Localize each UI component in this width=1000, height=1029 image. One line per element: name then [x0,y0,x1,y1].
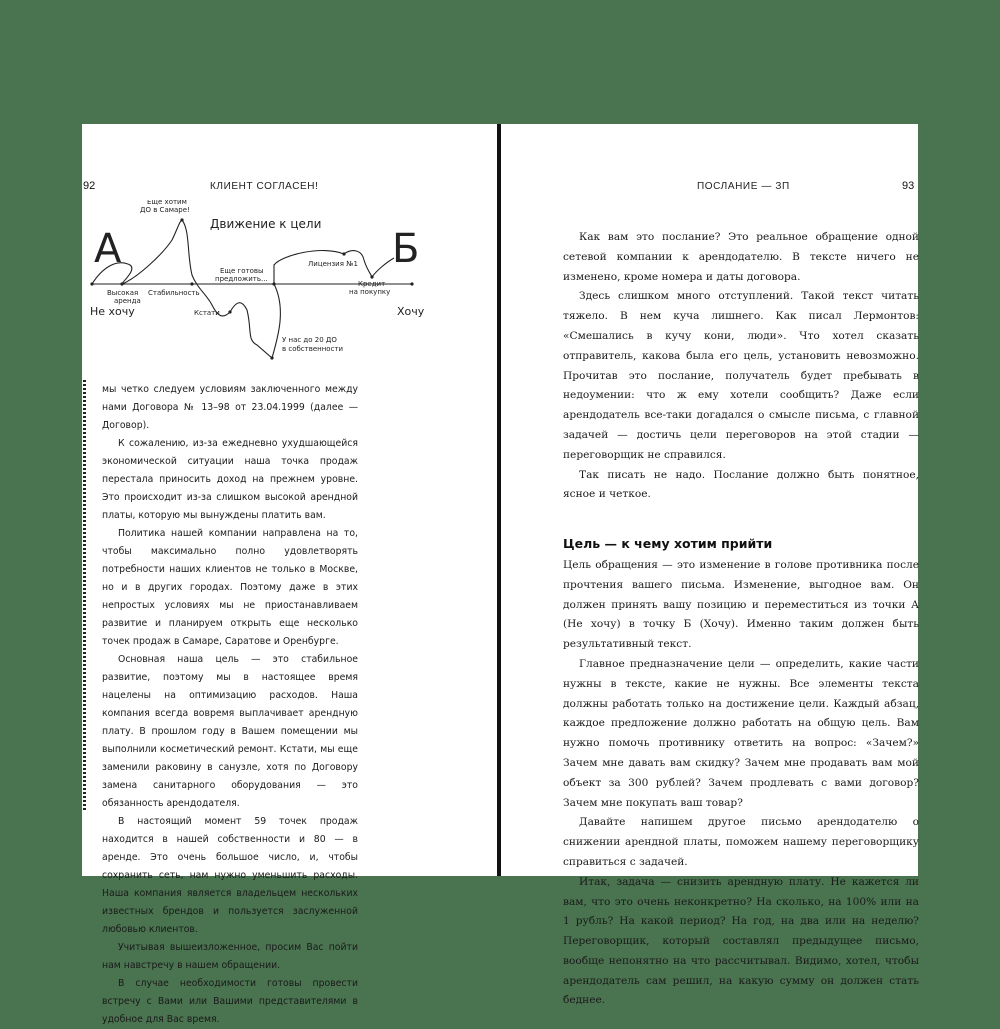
paragraph: Давайте напишем другое письмо арендодателю о снижении арендной платы, поможем нашему переговорщику справиться с задачей. [563,816,919,868]
annotation-license: Лицензия №1 [308,260,358,268]
annotation-ready-offer-2: предложить... [215,275,268,283]
paragraph: Здесь слишком много отступлений. Такой текст читать тяжело. В нем куча лишнего. Как писал Лермонтов: «Смешались в кучу кони, люди». Что хотел сказать отправитель, какова была его цель, установить невозможно. Прочитав это послание, получатель будет пребывать в недоумении: что ж ему хотели сообщить? Даже если арендодатель все-таки догадался о смысле письма, с главной задачей — достичь цели переговоров на этой стадии — переговорщик не справился. [563,290,919,461]
annotation-credit-1: Кредит [358,280,386,288]
annotation-high-rent-2: аренда [114,297,141,305]
point-b-label: Б [392,226,420,272]
paragraph: Как вам это послание? Это реальное обращение одной сетевой компании к арендодателю. В тексте ничего не изменено, кроме номера и даты договора. [563,231,919,283]
annotation-own-20-1: У нас до 20 ДО [282,336,337,344]
left-page-letter-text [102,381,358,1029]
paragraph: Политика нашей компании направлена на то, чтобы максимально полно удовлетворять потребности наших клиентов не только в Москве, но и в других городах. Поэтому даже в этих непростых условиях мы не приостанавливаем развитие и планируем открыть еще несколько точек продаж в Самаре, Саратове и Оренбурге. [102,528,358,647]
right-page-number: 93 [902,180,915,192]
diagram-title: Движение к цели [210,217,322,231]
paragraph: Цель обращения — это изменение в голове противника после прочтения вашего письма. Изменение, выгодное вам. Он должен принять вашу позицию и переместиться из точки А (Не хочу) в точку Б (Хочу). Именно таким должен быть результативный текст. [563,558,919,651]
label-want: Хочу [397,305,425,318]
paragraph: В случае необходимости готовы провести встречу с Вами или Вашими представителями в удобное для Вас время. [102,978,358,1025]
annotation-credit-2: на покупку [349,288,391,296]
label-dont-want: Не хочу [90,305,135,318]
quote-marker-line [83,380,86,810]
goal-movement-diagram [82,200,499,370]
annotation-high-rent-1: Высокая [107,289,139,297]
point-a-label: А [94,226,122,272]
annotation-own-20-2: в собственности [282,345,344,353]
paragraph: Главное предназначение цели — определить, какие части нужны в тексте, какие не нужны. Все элементы текста должны работать только на достижение цели. Каждый абзац, каждое предложение должно работать на общую цель. Вам нужно помочь противнику ответить на вопрос: «Зачем?» Зачем мне давать вам скидку? Зачем мне продавать вам мой объект за 300 рублей? Зачем продлевать с вами договор? Зачем мне покупать ваш товар? [563,657,919,809]
annotation-by-the-way: Кстати [194,309,220,317]
paragraph: Итак, задача — снизить арендную плату. Не кажется ли вам, что это очень неконкретно? На сколько, на 100% или на 1 рубль? На какой период? На год, на два или на неделю? Переговорщик, который составлял предыдущее письмо, вообще непонятно на что рассчитывал. Видимо, хотел, чтобы арендодатель сам решил, на какую сумму он должен стать беднее. [563,875,919,1007]
annotation-want-samara-1: Еще хотим [147,200,187,206]
section-heading: Цель — к чему хотим прийти [563,536,773,552]
right-page-text [563,228,919,1011]
annotation-want-samara-2: ДО в Самаре! [140,206,190,214]
paragraph: К сожалению, из-за ежедневно ухудшающейся экономической ситуации наша точка продаж перестала приносить доход на прежнем уровне. Это происходит из-за слишком высокой арендной платы, которую мы вынуждены платить вам. [102,438,358,521]
paragraph: В настоящий момент 59 точек продаж находится в нашей собственности и 80 — в аренде. Это очень большое число, и, чтобы сохранить сеть, нам нужно уменьшить расходы. Наша компания является владельцем нескольких известных брендов и пользуется заслуженной любовью клиентов. [102,816,358,935]
annotation-ready-offer-1: Еще готовы [220,267,264,275]
paragraph: Учитывая вышеизложенное, просим Вас пойти нам навстречу в нашем обращении. [102,942,358,971]
paragraph: мы четко следуем условиям заключенного между нами Договора № 13–98 от 23.04.1999 (далее — Договор). [102,384,358,431]
left-page-number: 92 [83,180,96,192]
annotation-stability: Стабильность [148,289,200,297]
paragraph: Так писать не надо. Послание должно быть понятное, ясное и четкое. [563,468,919,501]
right-running-head: ПОСЛАНИЕ — ЗП [697,181,790,192]
paragraph: Основная наша цель — это стабильное развитие, поэтому мы в настоящее время нацелены на оптимизацию расходов. Наша компания всегда вовремя выплачивает арендную плату. В прошлом году в Вашем помещении мы выполнили косметический ремонт. Кстати, мы еще заменили раковину в санузле, хотя по Договору замена санитарного оборудования — это обязанность арендодателя. [102,654,358,809]
left-running-head: КЛИЕНТ СОГЛАСЕН! [210,181,319,192]
